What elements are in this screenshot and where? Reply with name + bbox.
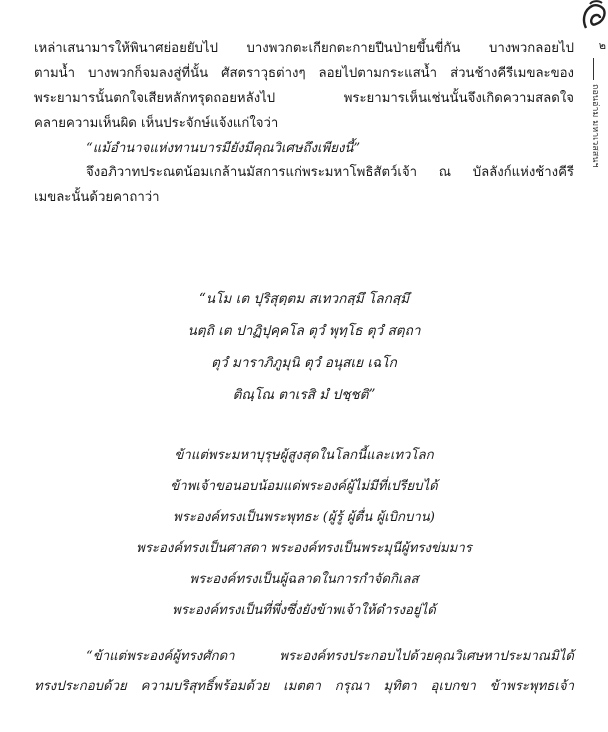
emblem-icon <box>580 0 606 30</box>
verse-line: ตุวํ มาราภิภูมุนิ ตุวํ อนุสเย เฉโก <box>211 355 397 371</box>
translation-line: ข้าพเจ้าขอนอบน้อมแด่พระองค์ผู้ไม่มีที่เปรียบได้ <box>170 479 438 494</box>
running-header: ถอนอ่าม มหาเวสสนฯ <box>590 84 600 168</box>
page-number: ๒ <box>598 39 606 52</box>
text-line: เมขละนั้นด้วยคาถาว่า <box>34 190 160 205</box>
text-line: คลายความเห็นผิด เห็นประจักษ์แจ้งแก่ใจว่า <box>34 116 279 131</box>
pali-verse <box>0 283 608 411</box>
verse-line: ติณฺโณ ตาเรสิ มํ ปชฺชติ” <box>232 387 376 403</box>
text-line: เหล่าเสนามารให้พินาศย่อยยับไป บางพวกตะเกียกตะกายปีนป่ายขึ้นขี่กัน บางพวกลอยไป <box>34 41 574 56</box>
translation-line: ข้าแต่พระมหาบุรุษผู้สูงสุดในโลกนี้และเทวโลก <box>174 448 434 463</box>
page-edge-margin <box>578 0 608 732</box>
text-line: ทรงประกอบด้วย ความบริสุทธิ์พร้อมด้วย เมตตา กรุณา มุทิตา อุเบกขา ข้าพระพุทธเจ้า <box>34 679 574 694</box>
translation-line: พระองค์ทรงเป็นผู้ฉลาดในการกำจัดกิเลส <box>189 572 419 587</box>
edge-divider <box>593 58 594 80</box>
text-line: จึงอภิวาทประณตน้อมเกล้านมัสการแก่พระมหาโพธิสัตว์เจ้า ณ บัลลังก์แห่งช้างคีรี <box>86 165 574 180</box>
text-line: ตามน้ำ บางพวกก็จมลงสู่ที่นั้น ศัสตราวุธต่างๆ ลอยไปตามกระแสน้ำ ส่วนช้างคีรีเมขละของ <box>34 66 574 81</box>
text-line: พระยามารนั้นตกใจเสียหลักทรุดถอยหลังไป พระยามารเห็นเช่นนั้นจึงเกิดความสลดใจ <box>34 91 574 106</box>
verse-line: นตฺถิ เต ปาฏิปุคฺคโล ตุวํ พุทฺโธ ตุวํ สตฺถา <box>187 323 421 339</box>
translation-line: พระองค์ทรงเป็นพระพุทธะ (ผู้รู้ ผู้ตื่น ผู้เบิกบาน) <box>173 510 435 525</box>
text-line: “ข้าแต่พระองค์ผู้ทรงศักดา พระองค์ทรงประกอบไปด้วยคุณวิเศษหาประมาณมิได้ <box>86 649 574 664</box>
verse-line: “นโม เต ปุริสุตฺตม สเทวกสฺมึ โลกสฺมึ <box>198 291 410 307</box>
closing-paragraph <box>34 642 574 702</box>
translation-line: พระองค์ทรงเป็นที่พึ่งซึ่งยังข้าพเจ้าให้ดำรงอยู่ได้ <box>172 603 436 618</box>
body-paragraph-2 <box>34 160 574 210</box>
verse-translation <box>0 440 608 626</box>
translation-line: พระองค์ทรงเป็นศาสดา พระองค์ทรงเป็นพระมุนีผู้ทรงข่มมาร <box>136 541 472 556</box>
body-paragraph-1 <box>34 36 574 136</box>
quote-line: “แม้อำนาจแห่งทานบารมียังมีคุณวิเศษถึงเพียงนี้” <box>86 141 361 156</box>
